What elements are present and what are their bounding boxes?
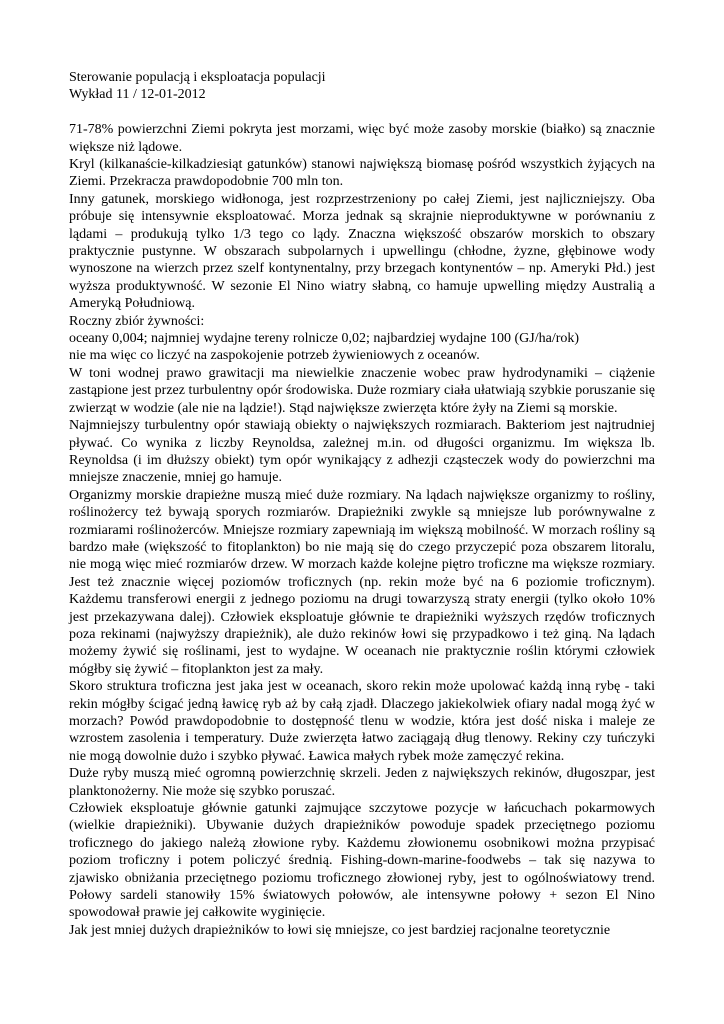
- paragraph-hydrodynamics: W toni wodnej prawo grawitacji ma niewielkie znaczenie wobec praw hydrodynamiki – ciążenie zastąpione jest przez turbulentny opór środowiska. Duże rozmiary ciała ułatwiają szybkie poruszanie się zwierząt w wodzie (ale nie na lądzie!). Stąd największe zwierzęta które żyły na Ziemi są morskie.: [69, 365, 655, 416]
- paragraph-annual-yield-values: oceany 0,004; najmniej wydajne tereny rolnicze 0,02; najbardziej wydajne 100 (GJ/ha/rok): [69, 331, 580, 347]
- paragraph-reynolds: Najmniejszy turbulentny opór stawiają obiekty o największych rozmiarach. Bakteriom jest najtrudniej pływać. Co wynika z liczby Reynoldsa, zależnej m.in. od długości organizmu. Im większa lb. Reynoldsa (i im dłuższy obiekt) tym opór wynikający z adhezji cząsteczek wody do powierzchni ma mniejsze znaczenie, mniej go hamuje.: [69, 418, 655, 486]
- paragraph-copepod-productivity: Inny gatunek, morskiego widłonoga, jest rozprzestrzeniony po całej Ziemi, jest najliczniejszy. Oba próbuje się intensywnie eksploatować. Morza jednak są skrajnie nieproduktywne w porównaniu z lądami – produkują tylko 1/3 tego co lądy. Znaczna większość obszarów morskich to obszary praktycznie pustynne. W obszarach subpolarnych i upwellingu (chłodne, żyzne, głębinowe wody wynoszone na wierzch przez szelf kontynentalny, przy brzegach kontynentów – np. Ameryki Płd.) jest wyższa produktywność. W sezonie El Nino wiatry słabną, co hamuje upwelling między Australią a Ameryką Południową.: [69, 191, 655, 312]
- paragraph-predators-size: Organizmy morskie drapieżne muszą mieć duże rozmiary. Na lądach największe organizmy to rośliny, roślinożercy też bywają sporych rozmiarów. Drapieżniki zwykle są mniejsze lub porównywalne z rozmiarami roślinożerców. Mniejsze rozmiary zapewniają im większą mobilność. W morzach rośliny są bardzo małe (większość to fitoplankton) bo nie mają się do czego przyczepić poza obszarem litoralu, nie mogą więc mieć rozmiarów drzew. W morzach każde kolejne piętro troficzne ma większe rozmiary. Jest też znacznie więcej poziomów troficznych (np. rekin może być na 6 poziomie troficznym). Każdemu transferowi energii z jednego poziomu na drugi towarzyszą straty energii (tylko około 10% jest przekazywana dalej). Człowiek eksploatuje głównie te drapieżniki wyższych rzędów troficznych poza rekinami (najwyższy drapieżnik), ale dużo rekinów łowi się przypadkowo i też giną. Na lądach możemy żywić się roślinami, jest to wydajne. W oceanach nie praktycznie roślin którymi człowiek mógłby się żywić – fitoplankton jest za mały.: [69, 487, 655, 677]
- paragraph-annual-yield-heading: Roczny zbiór żywności:: [69, 313, 205, 329]
- paragraph-annual-yield-conclusion: nie ma więc co liczyć na zaspokojenie potrzeb żywieniowych z oceanów.: [69, 348, 480, 364]
- paragraph-sea-coverage: 71-78% powierzchni Ziemi pokryta jest morzami, więc być może zasoby morskie (białko) są znacznie większe niż lądowe.: [69, 122, 655, 155]
- blank-line: [69, 104, 655, 121]
- paragraph-trophic-structure: Skoro struktura troficzna jest jaka jest w oceanach, skoro rekin może upolować każdą inną rybę - taki rekin mógłby ścigać jedną ławicę ryb aż by całą zjadł. Dlaczego jakiekolwiek ofiary nadal mogą żyć w morzach? Powód prawdopodobnie to dostępność tlenu w wodzie, która jest dość niska i maleje ze wzrostem zasolenia i temperatury. Duże zwierzęta łatwo zaciągają dług tlenowy. Rekiny czy tuńczyki nie mogą dowolnie dużo i szybko pływać. Ławica małych rybek może zamęczyć rekina.: [69, 679, 655, 764]
- document-page: [69, 69, 655, 939]
- paragraph-krill: Kryl (kilkanaście-kilkadziesiąt gatunków) stanowi największą biomasę pośród wszystkich żyjących na Ziemi. Przekracza prawdopodobnie 700 mln ton.: [69, 157, 655, 190]
- paragraph-last-line: Jak jest mniej dużych drapieżników to łowi się mniejsze, co jest bardziej racjonalne teoretycznie: [69, 922, 611, 938]
- paragraph-gills: Duże ryby muszą mieć ogromną powierzchnię skrzeli. Jeden z największych rekinów, długoszpar, jest planktonożerny. Nie może się szybko poruszać.: [69, 766, 655, 799]
- lecture-info: Wykład 11 / 12-01-2012: [69, 87, 206, 103]
- document-title: Sterowanie populacją i eksploatacja populacji: [69, 70, 326, 85]
- paragraph-fishing-down: Człowiek eksploatuje głównie gatunki zajmujące szczytowe pozycje w łańcuchach pokarmowych (wielkie drapieżniki). Ubywanie dużych drapieżników powoduje spadek przeciętnego poziomu troficznego do jakiego należą złowione ryby. Każdemu złowionemu osobnikowi można przypisać poziom troficzny i potem policzyć średnią. Fishing-down-marine-foodwebs – tak się nazywa to zjawisko obniżania przeciętnego poziomu troficznego złowionej ryby, jest to ogólnoświatowy trend. Połowy sardeli stanowiły 15% światowych połowów, ale intensywne połowy + sezon El Nino spowodował prawie jej całkowite wyginięcie.: [69, 801, 655, 921]
